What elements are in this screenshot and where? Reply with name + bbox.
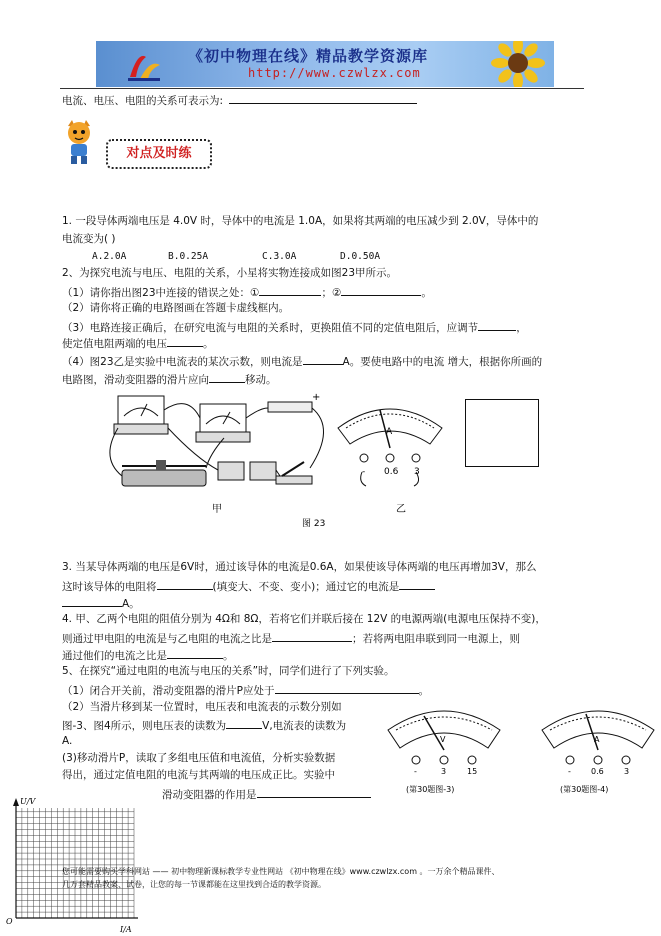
terminal-label: 3 xyxy=(624,767,630,776)
footer-line1: 您可能需要购买学科网站 —— 初中物理新课标教学专业性网站 《初中物理在线》www.czwlzx.com 。一万余个精品课件、 xyxy=(62,867,500,876)
q2-line3: （2）请你将正确的电路图画在答题卡虚线框内。 xyxy=(62,302,290,314)
terminal-label: 3 xyxy=(441,767,447,776)
terminal-label: 0.6 xyxy=(591,767,604,776)
fig4-caption: (第30题图-4) xyxy=(560,785,609,794)
answer-blank[interactable] xyxy=(167,335,203,347)
answer-blank[interactable] xyxy=(303,353,343,365)
figure-caption: 图 23 xyxy=(302,519,326,528)
answer-blank[interactable] xyxy=(226,717,262,729)
dial-unit: A xyxy=(386,427,393,437)
answer-blank[interactable] xyxy=(209,371,245,383)
q5-line3: （2）当滑片移到某一位置时，电压表和电流表的示数分别如 xyxy=(62,701,342,713)
section-title: 对点及时练 xyxy=(106,139,212,169)
q2-line4: （3）电路连接正确后，在研究电流与电阻的关系时，更换阻值不同的定值电阻后，应调节 ， xyxy=(62,319,527,335)
q1-line1: 1. 一段导体两端电压是 4.0V 时，导体中的电流是 1.0A，如果将其两端的电压减少到 2.0V，导体中的 xyxy=(62,215,539,227)
answer-blank[interactable] xyxy=(259,284,321,296)
graph-origin: O xyxy=(6,917,13,926)
switch-icon xyxy=(276,462,312,484)
q3-line1: 3. 当某导体两端的电压是6V时，通过该导体的电流是0.6A，如果使该导体两端的电压再增加3V，那么 xyxy=(62,561,537,573)
fig3-caption: (第30题图-3) xyxy=(406,785,455,794)
q2-line6: （4）图23乙是实验中电流表的某次示数，则电流是 A。要使电路中的电流 增大，根据你所画的 xyxy=(62,353,542,369)
q3-line2: 这时该导体的电阻将 (填变大、不变、变小)；通过它的电流是 xyxy=(62,578,435,594)
intro-line: 电流、电压、电阻的关系可表示为: xyxy=(62,92,417,108)
q5-line1: 5、在探究“通过电阻的电流与电压的关系”时，同学们进行了下列实验。 xyxy=(62,665,395,677)
q3-line3: A。 xyxy=(62,595,140,611)
rheostat-icon xyxy=(122,460,206,486)
footer-line2: 几万套精品教案、试卷，让您的每一节课都能在这里找到合适的教学资源。 xyxy=(62,880,326,889)
q1-line2: 电流变为( ) xyxy=(62,233,116,245)
resistor-icon xyxy=(268,402,312,412)
header-rule xyxy=(60,88,584,89)
terminal-label: - xyxy=(414,767,417,776)
fig3-unit: V xyxy=(440,735,446,744)
terminal-label: 3 xyxy=(414,467,420,477)
answer-blank[interactable] xyxy=(62,595,122,607)
q5-line6: (3)移动滑片P，读取了多组电压值和电流值，分析实验数据 xyxy=(62,752,336,764)
site-logo-icon xyxy=(124,47,164,83)
answer-blank[interactable] xyxy=(167,647,223,659)
answer-blank[interactable] xyxy=(399,578,435,590)
q1-option-a[interactable]: A.2.0A xyxy=(92,251,127,262)
ammeter-figure-4 xyxy=(538,700,658,796)
banner-title: 《初中物理在线》精品教学资源库 xyxy=(188,47,429,65)
terminal-label: - xyxy=(568,767,571,776)
answer-blank[interactable] xyxy=(272,630,352,642)
terminal-label: 15 xyxy=(467,767,478,776)
q1-option-d[interactable]: D.0.50A xyxy=(340,251,381,262)
label-yi: 乙 xyxy=(396,504,406,515)
q5-line2: （1）闭合开关前，滑动变阻器的滑片P应处于 。 xyxy=(62,682,429,698)
q4-line2: 则通过甲电阻的电流是与乙电阻的电流之比是 ；若将两电阻串联到同一电源上，则 xyxy=(62,630,520,646)
banner-url: http://www.czwlzx.com xyxy=(248,66,421,80)
label-jia: 甲 xyxy=(212,504,222,515)
q2-line2: （1）请你指出图23中连接的错误之处：① ；② 。 xyxy=(62,284,432,300)
answer-blank[interactable] xyxy=(341,284,421,296)
sunflower-icon xyxy=(488,41,548,87)
header-banner xyxy=(96,41,554,87)
q2-line1: 2、为探究电流与电压、电阻的关系，小星将实物连接成如图23甲所示。 xyxy=(62,267,398,279)
ui-graph[interactable] xyxy=(2,794,142,936)
terminal-label: - xyxy=(362,467,366,477)
answer-circuit-box[interactable] xyxy=(465,399,539,467)
q5-line4: 图-3、图4所示，则电压表的读数为 V,电流表的读数为 xyxy=(62,717,346,733)
q5-line8: 滑动变阻器的作用是 xyxy=(162,786,371,802)
q1-option-c[interactable]: C.3.0A xyxy=(262,251,297,262)
fig4-unit: A xyxy=(594,735,600,744)
voltmeter-figure-3 xyxy=(384,700,504,796)
terminal-label: 0.6 xyxy=(384,467,399,477)
ammeter-icon xyxy=(196,404,250,442)
battery-icon xyxy=(218,462,276,480)
graph-xlabel: I/A xyxy=(120,925,132,934)
graph-ylabel: U/V xyxy=(20,797,36,806)
q2-line5: 使定值电阻两端的电压 。 xyxy=(62,335,214,351)
voltmeter-icon xyxy=(114,396,168,434)
q4-line1: 4. 甲、乙两个电阻的阻值分别为 4Ω和 8Ω，若将它们并联后接在 12V 的电源两端(电源电压保持不变)， xyxy=(62,613,546,625)
q2-line7: 电路图，滑动变阻器的滑片应向 移动。 xyxy=(62,371,277,387)
q5-line5: A. xyxy=(62,735,73,747)
answer-blank[interactable] xyxy=(229,92,417,104)
q5-line7: 得出，通过定值电阻的电流与其两端的电压成正比。实验中 xyxy=(62,769,335,781)
answer-blank[interactable] xyxy=(257,786,371,798)
mascot-icon xyxy=(62,118,96,166)
answer-blank[interactable] xyxy=(157,578,213,590)
plus-label: + xyxy=(312,392,321,403)
q1-option-b[interactable]: B.0.25A xyxy=(168,251,209,262)
answer-blank[interactable] xyxy=(275,682,419,694)
answer-blank[interactable] xyxy=(478,319,516,331)
q4-line3: 通过他们的电流之比是 。 xyxy=(62,647,234,663)
